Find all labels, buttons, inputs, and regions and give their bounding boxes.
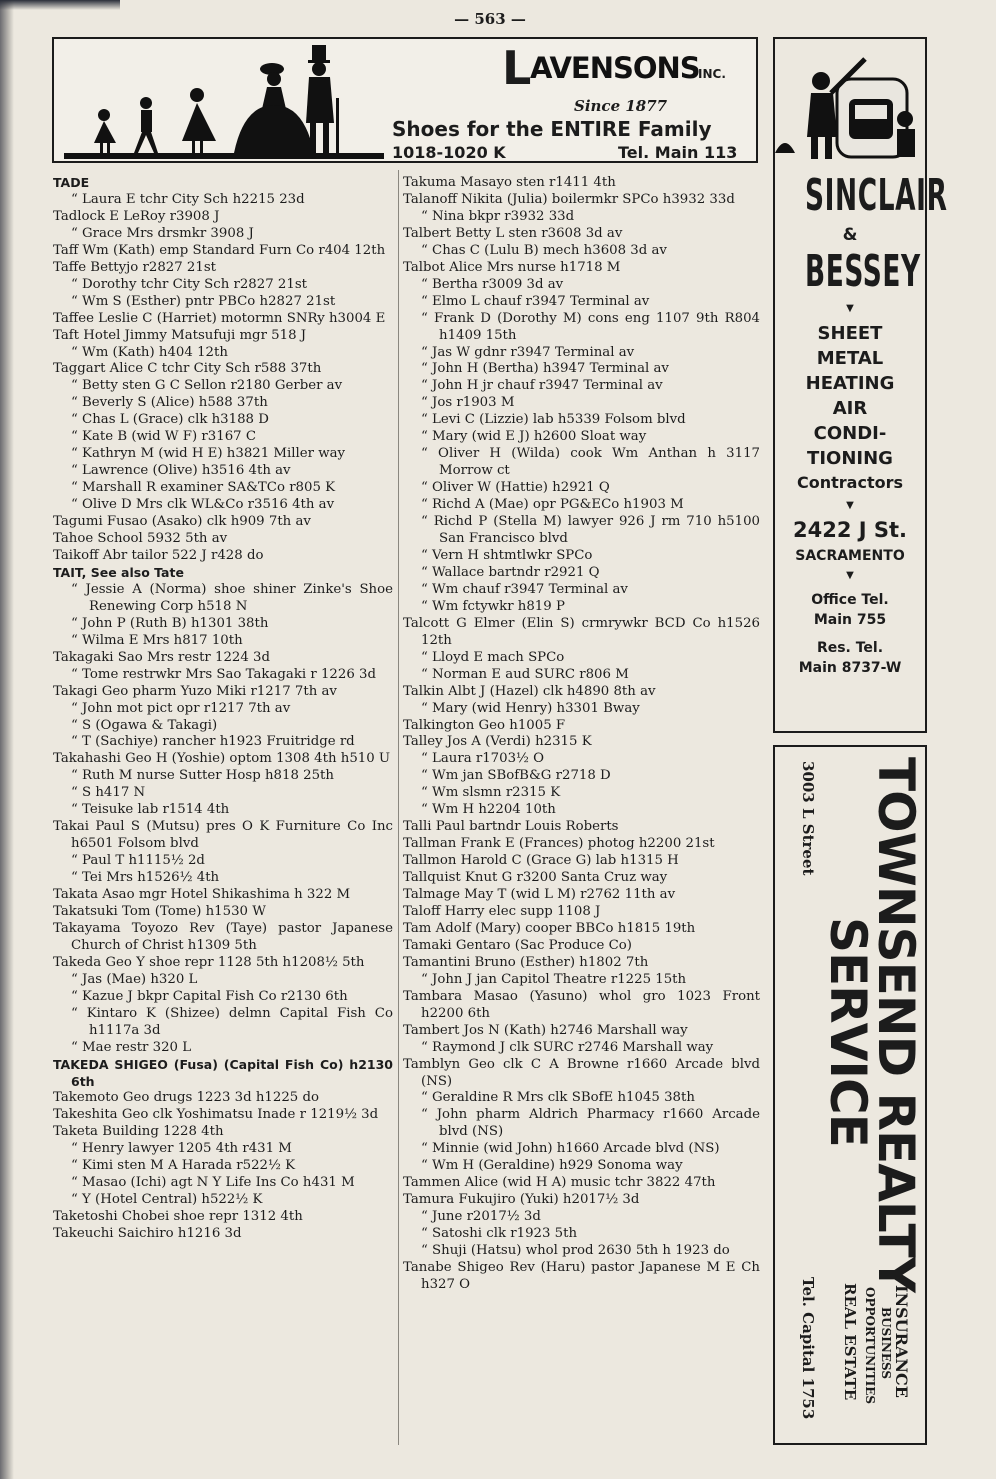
directory-entry: “ Beverly S (Alice) h588 37th [71, 395, 268, 411]
directory-entry: Tallmon Harold C (Grace G) lab h1315 H [403, 853, 679, 869]
directory-entry: Tahoe School 5932 5th av [53, 531, 228, 547]
directory-entry: Takatsuki Tom (Tome) h1530 W [53, 903, 266, 919]
directory-entry: “ John J jan Capitol Theatre r1225 15th [421, 971, 687, 987]
section-heading: TAKEDA SHIGEO (Fusa) (Capital Fish Co) h2130 6th [53, 1056, 393, 1089]
directory-entry: Talbert Betty L sten r3608 3d av [403, 225, 623, 241]
directory-entry: “ Chas L (Grace) clk h3188 D [71, 412, 269, 428]
triangle-icon: ▼ [846, 570, 854, 581]
directory-entry: Tagumi Fusao (Asako) clk h909 7th av [53, 514, 311, 530]
directory-entry: “ Kazue J bkpr Capital Fish Co r2130 6th [71, 988, 348, 1004]
directory-entry: “ Nina bkpr r3932 33d [421, 208, 575, 224]
directory-entry: “ Ruth M nurse Sutter Hosp h818 25th [71, 768, 334, 784]
directory-entry: Tanabe Shigeo Rev (Haru) pastor Japanese M E Ch h327 O [403, 1260, 760, 1292]
directory-entry: Takagi Geo pharm Yuzo Miki r1217 7th av [53, 683, 337, 699]
directory-entry: “ Vern H shtmtlwkr SPCo [421, 547, 593, 563]
directory-entry: “ Marshall R examiner SA&TCo r805 K [71, 480, 336, 496]
directory-entry: “ Kate B (wid W F) r3167 C [71, 429, 257, 445]
directory-entry: “ Wm S (Esther) pntr PBCo h2827 21st [71, 293, 336, 309]
townsend-street: 3003 L Street [799, 761, 817, 876]
directory-entry: “ Wilma E Mrs h817 10th [71, 632, 243, 648]
logo-initial: L [502, 41, 532, 95]
lavensons-logo [502, 41, 742, 97]
directory-entry: Takeda Geo Y shoe repr 1128 5th h1208½ 5th [53, 954, 365, 970]
directory-entry: “ Jessie A (Norma) shoe shiner Zinke's Shoe Renewing Corp h518 N [71, 581, 393, 614]
directory-entry: “ Jas W gdnr r3947 Terminal av [421, 344, 635, 360]
directory-entry: “ Oliver H (Wilda) cook Wm Anthan h 3117 Morrow ct [421, 446, 760, 479]
townsend-telephone: Tel. Capital 1753 [799, 1277, 817, 1420]
triangle-icon: ▼ [846, 500, 854, 511]
directory-entry: Taloff Harry elec supp 1108 J [403, 903, 601, 919]
directory-entry: “ Satoshi clk r1923 5th [421, 1226, 578, 1242]
directory-entry: “ Wallace bartndr r2921 Q [421, 564, 600, 580]
directory-entry: “ June r2017½ 3d [421, 1209, 541, 1225]
corner-shadow [0, 0, 120, 10]
line-insurance: INSURANCE [892, 1285, 911, 1398]
service-item: METAL [816, 348, 884, 369]
office-tel-label: Office Tel. [811, 592, 889, 608]
workers-illustration [775, 41, 925, 163]
since-text: Since 1877 [574, 97, 668, 115]
directory-entry: “ Mae restr 320 L [71, 1039, 192, 1055]
page-number: — 563 — [454, 10, 526, 28]
directory-entry: Tallman Frank E (Frances) photog h2200 21st [403, 836, 715, 852]
directory-entry: “ Betty sten G C Sellon r2180 Gerber av [71, 378, 343, 394]
townsend-service: SERVICE [819, 917, 877, 1147]
directory-entry: “ Tome restrwkr Mrs Sao Takagaki r 1226 3d [71, 666, 376, 682]
directory-entry: Tam Adolf (Mary) cooper BBCo h1815 19th [403, 920, 696, 936]
directory-entry: Takeshita Geo clk Yoshimatsu Inade r 1219½ 3d [53, 1107, 379, 1123]
directory-entry: “ S (Ogawa & Takagi) [71, 717, 218, 733]
column-divider [398, 170, 399, 1445]
directory-entry: “ Lloyd E mach SPCo [421, 649, 565, 665]
directory-entry: Tamura Fukujiro (Yuki) h2017½ 3d [403, 1192, 640, 1208]
section-heading: TADE [53, 175, 90, 190]
directory-entry: “ Laura E tchr City Sch h2215 23d [71, 191, 305, 207]
directory-entry: Talkington Geo h1005 F [403, 717, 566, 733]
service-item: HEATING [805, 373, 895, 394]
directory-entry: Taff Wm (Kath) emp Standard Furn Co r404 12th [53, 242, 386, 258]
directory-entry: “ Wm jan SBofB&G r2718 D [421, 768, 611, 784]
directory-entry: Talbot Alice Mrs nurse h1718 M [403, 259, 621, 275]
townsend-name: TOWNSEND REALTY [867, 757, 925, 1292]
directory-entry: “ Tei Mrs h1526½ 4th [71, 870, 220, 886]
directory-entry: “ John H jr chauf r3947 Terminal av [421, 378, 663, 394]
directory-entry: Talley Jos A (Verdi) h2315 K [403, 734, 592, 750]
bessey-name: BESSEY [805, 246, 921, 297]
service-item: AIR [832, 398, 868, 419]
directory-entry: “ Bertha r3009 3d av [421, 276, 564, 292]
directory-entry: Tamblyn Geo clk C A Browne r1660 Arcade blvd (NS) [403, 1056, 760, 1089]
directory-entry: “ Oliver W (Hattie) h2921 Q [421, 480, 610, 496]
directory-entry: Talcott G Elmer (Elin S) crmrywkr BCD Co h1526 12th [403, 615, 760, 648]
directory-entry: “ John mot pict opr r1217 7th av [71, 700, 291, 716]
contractors-label: Contractors [797, 473, 903, 492]
directory-entry: “ Lawrence (Olive) h3516 4th av [71, 463, 291, 479]
service-item: CONDI- [813, 423, 887, 444]
office-tel-number: Main 755 [813, 612, 887, 628]
directory-entry: “ Kathryn M (wid H E) h3821 Miller way [71, 446, 346, 462]
service-item: SHEET [817, 323, 883, 344]
directory-entry: Taikoff Abr tailor 522 J r428 do [53, 547, 264, 563]
directory-entry: Taketa Building 1228 4th [53, 1124, 224, 1140]
directory-entry: “ Wm slsmn r2315 K [421, 785, 561, 801]
directory-entry: “ Kimi sten M A Harada r522½ K [71, 1158, 296, 1174]
directory-entry: “ John P (Ruth B) h1301 38th [71, 615, 269, 631]
logo-name: AVENSONS [530, 51, 700, 85]
res-tel-label: Res. Tel. [816, 640, 884, 656]
directory-entry: “ Jas (Mae) h320 L [71, 971, 198, 987]
directory-entry: Takemoto Geo drugs 1223 3d h1225 do [53, 1090, 320, 1106]
directory-entry: “ Wm chauf r3947 Terminal av [421, 581, 628, 597]
logo-inc: INC. [698, 67, 726, 81]
sinclair-city: SACRAMENTO [795, 548, 905, 564]
sinclair-bessey-ad [773, 37, 948, 733]
directory-entry: “ Shuji (Hatsu) whol prod 2630 5th h 1923 do [421, 1243, 730, 1259]
sinclair-name: SINCLAIR [805, 170, 948, 221]
tagline: Shoes for the ENTIRE Family [392, 117, 712, 141]
directory-column-left [53, 175, 393, 1243]
directory-entry: Tamantini Bruno (Esther) h1802 7th [403, 954, 649, 970]
directory-entry: Talkin Albt J (Hazel) clk h4890 8th av [403, 683, 656, 699]
line-opportunities: OPPORTUNITIES [863, 1287, 877, 1405]
directory-entry: Taffee Leslie C (Harriet) motormn SNRy h3004 E [53, 310, 386, 326]
directory-entry: Tadlock E LeRoy r3908 J [53, 208, 220, 224]
directory-entry: “ Y (Hotel Central) h522½ K [71, 1192, 263, 1208]
binding-shadow [0, 0, 14, 1479]
directory-entry: “ T (Sachiye) rancher h1923 Fruitridge rd [71, 734, 355, 750]
services-list [775, 321, 925, 471]
directory-entry: Takai Paul S (Mutsu) pres O K Furniture Co Inc h6501 Folsom blvd [53, 819, 393, 852]
directory-entry: “ Wm H (Geraldine) h929 Sonoma way [421, 1158, 683, 1174]
family-silhouette-image [64, 43, 384, 161]
directory-entry: Tambert Jos N (Kath) h2746 Marshall way [403, 1022, 688, 1038]
directory-entry: “ Grace Mrs drsmkr 3908 J [71, 225, 254, 241]
directory-entry: “ Norman E aud SURC r806 M [421, 666, 629, 682]
townsend-realty-ad [773, 745, 927, 1445]
line-real-estate: REAL ESTATE [841, 1283, 859, 1401]
directory-entry: Tammen Alice (wid H A) music tchr 3822 47th [403, 1175, 716, 1191]
directory-entry: Taggart Alice C tchr City Sch r588 37th [53, 361, 322, 377]
directory-entry: “ Levi C (Lizzie) lab h5339 Folsom blvd [421, 412, 686, 428]
directory-entry: Tambara Masao (Yasuno) whol gro 1023 Front h2200 6th [403, 988, 760, 1021]
res-tel-number: Main 8737-W [798, 660, 902, 676]
sinclair-address: 2422 J St. [792, 518, 908, 542]
directory-entry: “ Mary (wid Henry) h3301 Bway [421, 700, 640, 716]
directory-entry: “ Wm (Kath) h404 12th [71, 344, 228, 360]
directory-entry: Taft Hotel Jimmy Matsufuji mgr 518 J [53, 327, 307, 343]
directory-entry: Takayama Toyozo Rev (Taye) pastor Japanese Church of Christ h1309 5th [53, 920, 393, 953]
directory-entry: “ Geraldine R Mrs clk SBofE h1045 38th [421, 1090, 695, 1106]
directory-entry: Talmage May T (wid L M) r2762 11th av [403, 887, 676, 903]
directory-entry: “ Frank D (Dorothy M) cons eng 1107 9th R804 h1409 15th [421, 310, 760, 343]
directory-entry: “ Richd A (Mae) opr PG&ECo h1903 M [421, 497, 684, 513]
directory-entry: Talanoff Nikita (Julia) boilermkr SPCo h3932 33d [403, 191, 735, 207]
service-item: TIONING [807, 448, 893, 469]
ad-telephone: Tel. Main 113 [618, 143, 738, 162]
directory-entry: Talli Paul bartndr Louis Roberts [403, 819, 619, 835]
line-business: BUSINESS [879, 1307, 893, 1380]
directory-entry: Tamaki Gentaro (Sac Produce Co) [403, 937, 632, 953]
directory-entry: “ Kintaro K (Shizee) delmn Capital Fish Co h1117a 3d [71, 1005, 393, 1038]
triangle-icon: ▼ [846, 303, 854, 314]
directory-entry: Takahashi Geo H (Yoshie) optom 1308 4th h510 U [53, 751, 391, 767]
ad-address: 1018-1020 K [392, 143, 506, 162]
directory-entry: “ Richd P (Stella M) lawyer 926 J rm 710 h5100 San Francisco blvd [421, 514, 760, 547]
directory-entry: Takeuchi Saichiro h1216 3d [53, 1226, 242, 1242]
directory-entry: “ Henry lawyer 1205 4th r431 M [71, 1141, 292, 1157]
directory-entry: Tallquist Knut G r3200 Santa Cruz way [403, 870, 668, 886]
directory-entry: “ Jos r1903 M [421, 395, 515, 411]
directory-entry: Takata Asao mgr Hotel Shikashima h 322 M [53, 887, 351, 903]
directory-entry: “ S h417 N [71, 785, 146, 801]
ampersand: & [842, 225, 858, 245]
directory-entry: “ Dorothy tchr City Sch r2827 21st [71, 276, 308, 292]
directory-entry: “ John pharm Aldrich Pharmacy r1660 Arcade blvd (NS) [421, 1107, 760, 1140]
directory-entry: Taketoshi Chobei shoe repr 1312 4th [53, 1209, 303, 1225]
directory-entry: “ Paul T h1115½ 2d [71, 853, 205, 869]
directory-entry: “ Mary (wid E J) h2600 Sloat way [421, 429, 647, 445]
directory-entry: “ Raymond J clk SURC r2746 Marshall way [421, 1039, 714, 1055]
directory-entry: “ Wm fctywkr h819 P [421, 598, 565, 614]
directory-entry: “ Elmo L chauf r3947 Terminal av [421, 293, 650, 309]
section-heading: TAIT, See also Tate [53, 564, 184, 580]
directory-entry: Takagaki Sao Mrs restr 1224 3d [53, 649, 271, 665]
directory-entry: “ Teisuke lab r1514 4th [71, 802, 230, 818]
directory-entry: “ Minnie (wid John) h1660 Arcade blvd (NS) [421, 1141, 720, 1157]
directory-column-middle [403, 175, 760, 1294]
directory-entry: “ Masao (Ichi) agt N Y Life Ins Co h431 M [71, 1175, 355, 1191]
directory-entry: “ John H (Bertha) h3947 Terminal av [421, 361, 669, 377]
directory-entry: “ Olive D Mrs clk WL&Co r3516 4th av [71, 497, 335, 513]
directory-entry: Taffe Bettyjo r2827 21st [53, 259, 217, 275]
lavensons-ad [52, 37, 758, 163]
directory-entry: “ Wm H h2204 10th [421, 802, 556, 818]
directory-entry: Takuma Masayo sten r1411 4th [403, 175, 616, 190]
directory-entry: “ Laura r1703½ O [421, 751, 545, 767]
directory-entry: “ Chas C (Lulu B) mech h3608 3d av [421, 242, 667, 258]
